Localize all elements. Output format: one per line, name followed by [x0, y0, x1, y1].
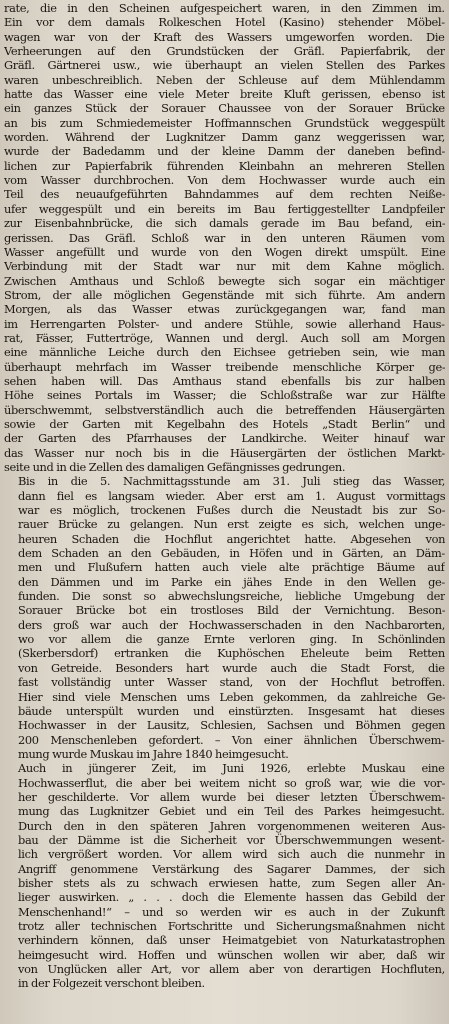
text-line: ders groß war auch der Hochwasserschaden in den Nachbarorten, [18, 617, 445, 632]
text-line: ein ganzes Stück der Sorauer Chaussee von der Sorauer Brücke [4, 101, 445, 116]
text-line: von Unglücken aller Art, vor allem aber von derartigen Hochfluten, [18, 962, 445, 977]
text-line: (Skerbersdorf) ertranken die Kuphöschen Eheleute beim Retten [18, 646, 445, 661]
text-line: Strom, der alle möglichen Gegenstände mit sich führte. Am andern [4, 287, 445, 302]
text-line: 200 Menschenleben gefordert. – Von einer ähnlichen Überschwem- [18, 732, 445, 747]
text-line: wurde der Badedamm und der kleine Damm der daneben befind- [4, 144, 445, 159]
text-line: Höhe seines Portals im Wasser; die Schloßstraße war zur Hälfte [4, 388, 445, 403]
text-line: Teil des neuaufgeführten Bahndammes auf dem rechten Neiße- [4, 187, 445, 202]
text-line: lichen zur Papierfabrik führenden Kleinbahn an mehreren Stellen [4, 158, 445, 173]
text-line: Morgen, als das Wasser etwas zurückgegangen war, fand man [4, 302, 445, 317]
text-line: der Garten des Pfarrhauses der Landkirche. Weiter hinauf war [4, 431, 445, 446]
text-line: lich vergrößert worden. Vor allem wird sich auch die nunmehr in [18, 847, 445, 862]
text-line: ufer weggespült und ein bereits im Bau fertiggestellter Landpfeiler [4, 201, 445, 216]
text-line: rauer Brücke zu gelangen. Nun erst zeigte es sich, welchen unge- [18, 517, 445, 532]
text-line: Hier sind viele Menschen ums Leben gekommen, da zahlreiche Ge- [18, 689, 445, 704]
text-line: fast vollständig unter Wasser stand, von der Hochflut betroffen. [18, 675, 445, 690]
text-line: sehen haben will. Das Amthaus stand ebenfalls bis zur halben [4, 373, 445, 388]
text-line: lieger auswirken. „ . . . doch die Elemente hassen das Gebild der [18, 890, 445, 905]
text-line: gerissen. Das Gräfl. Schloß war in den unteren Räumen vom [4, 230, 445, 245]
text-line: heuren Schaden die Hochflut angerichtet hatte. Abgesehen von [18, 531, 445, 546]
text-line: Ein vor dem damals Rolkeschen Hotel (Kasino) stehender Möbel- [4, 15, 445, 30]
text-line: men und Flußufern hatten auch viele alte prächtige Bäume auf [18, 560, 445, 575]
text-line: funden. Die sonst so abwechslungsreiche, liebliche Umgebung der [18, 589, 445, 604]
text-line: Durch den in den späteren Jahren vorgenommenen weiteren Aus- [18, 818, 445, 833]
text-line: mung wurde Muskau im Jahre 1840 heimgesucht. [18, 746, 289, 761]
text-line: an bis zum Schmiedemeister Hoffmannschen Grundstück weggespült [4, 115, 445, 130]
text-line: Menschenhand!“ – und so werden wir es auch in der Zukunft [18, 904, 445, 919]
text-line: Verheerungen auf den Grundstücken der Gräfl. Papierfabrik, der [4, 44, 445, 59]
text-line: her geschilderte. Vor allem wurde bei dieser letzten Überschwem- [18, 789, 445, 804]
text-line: verhindern können, daß unser Heimatgebiet von Naturkatastrophen [18, 933, 445, 948]
text-line: bäude unterspült wurden und einstürzten. Insgesamt hat dieses [18, 703, 445, 718]
text-line: Hochwasserflut, die aber bei weitem nicht so groß war, wie die vor- [18, 775, 445, 790]
text-line: überhaupt mehrfach im Wasser treibende menschliche Körper ge- [4, 359, 445, 374]
text-line: sowie der Garten mit Kegelbahn des Hotels „Stadt Berlin“ und [4, 416, 445, 431]
text-line: Gräfl. Gärtnerei usw., wie überhaupt an vielen Stellen des Parkes [4, 58, 445, 73]
text-line: war es möglich, trockenen Fußes durch die Neustadt bis zur So- [18, 503, 445, 518]
text-line: im Herrengarten Polster- und andere Stühle, sowie allerhand Haus- [4, 316, 445, 331]
text-line: Zwischen Amthaus und Schloß bewegte sich sogar ein mächtiger [4, 273, 445, 288]
text-line: Bis in die 5. Nachmittagsstunde am 31. Juli stieg das Wasser, [18, 474, 445, 489]
text-line: das Wasser nur noch bis in die Häusergärten der östlichen Markt- [4, 445, 445, 460]
text-line: Sorauer Brücke bot ein trostloses Bild der Vernichtung. Beson- [18, 603, 445, 618]
text-line: eine männliche Leiche durch den Eichsee getrieben sein, wie man [4, 345, 445, 360]
text-line: waren unbeschreiblich. Neben der Schleuse auf dem Mühlendamm [4, 72, 445, 87]
article-column [4, 1, 445, 991]
text-line: Hochwasser in der Lausitz, Schlesien, Sachsen und Böhmen gegen [18, 718, 445, 733]
text-line: dem Schaden an den Gebäuden, in Höfen und in Gärten, an Däm- [18, 546, 445, 561]
text-line: von Getreide. Besonders hart wurde auch die Stadt Forst, die [18, 660, 445, 675]
text-line: mung das Lugknitzer Gebiet und ein Teil des Parkes heimgesucht. [18, 804, 445, 819]
text-line: wo vor allem die ganze Ernte verloren ging. In Schönlinden [18, 632, 445, 647]
text-line: zur Eisenbahnbrücke, die sich damals gerade im Bau befand, ein- [4, 216, 445, 231]
text-line: vom Wasser durchbrochen. Von dem Hochwasser wurde auch ein [4, 173, 445, 188]
text-line: rate, die in den Scheinen aufgespeichert waren, in den Zimmen im. [4, 1, 445, 15]
text-line: seite und in die Zellen des damaligen Gefängnisses gedrungen. [4, 460, 346, 474]
text-line: bisher stets als zu schwach erwiesen hatte, zum Segen aller An- [18, 875, 445, 890]
text-line: Auch in jüngerer Zeit, im Juni 1926, erlebte Muskau eine [18, 761, 445, 776]
text-line: Angriff genommene Verstärkung des Sagarer Dammes, der sich [18, 861, 445, 876]
text-line: trotz aller technischen Fortschritte und Sicherungsmaßnahmen nicht [18, 919, 445, 933]
text-line: in der Folgezeit verschont bleiben. [18, 976, 205, 991]
text-line: worden. Während der Lugknitzer Damm ganz weggerissen war, [4, 130, 445, 145]
article-paragraph [4, 474, 445, 761]
text-line: Verbindung mit der Stadt war nur mit dem Kahne möglich. [4, 259, 445, 274]
text-line: bau der Dämme ist die Sicherheit vor Überschwemmungen wesent- [18, 832, 445, 847]
article-paragraph [4, 761, 445, 991]
text-line: dann fiel es langsam wieder. Aber erst am 1. August vormittags [18, 488, 445, 503]
text-line: überschwemmt, selbstverständlich auch die betreffenden Häusergärten [4, 402, 445, 417]
text-line: Wasser angefüllt und wurde von den Wogen direkt umspült. Eine [4, 244, 445, 259]
text-line: den Dämmen und im Parke ein jähes Ende in den Wellen ge- [18, 574, 445, 589]
text-line: hatte das Wasser eine viele Meter breite Kluft gerissen, ebenso ist [4, 87, 445, 102]
text-line: wagen war von der Kraft des Wassers umgeworfen worden. Die [4, 29, 445, 44]
text-line: rat, Fässer, Futtertröge, Wannen und dergl. Auch soll am Morgen [4, 330, 445, 345]
text-line: heimgesucht wird. Hoffen und wünschen wollen wir aber, daß wir [18, 947, 445, 962]
article-paragraph [4, 1, 445, 474]
